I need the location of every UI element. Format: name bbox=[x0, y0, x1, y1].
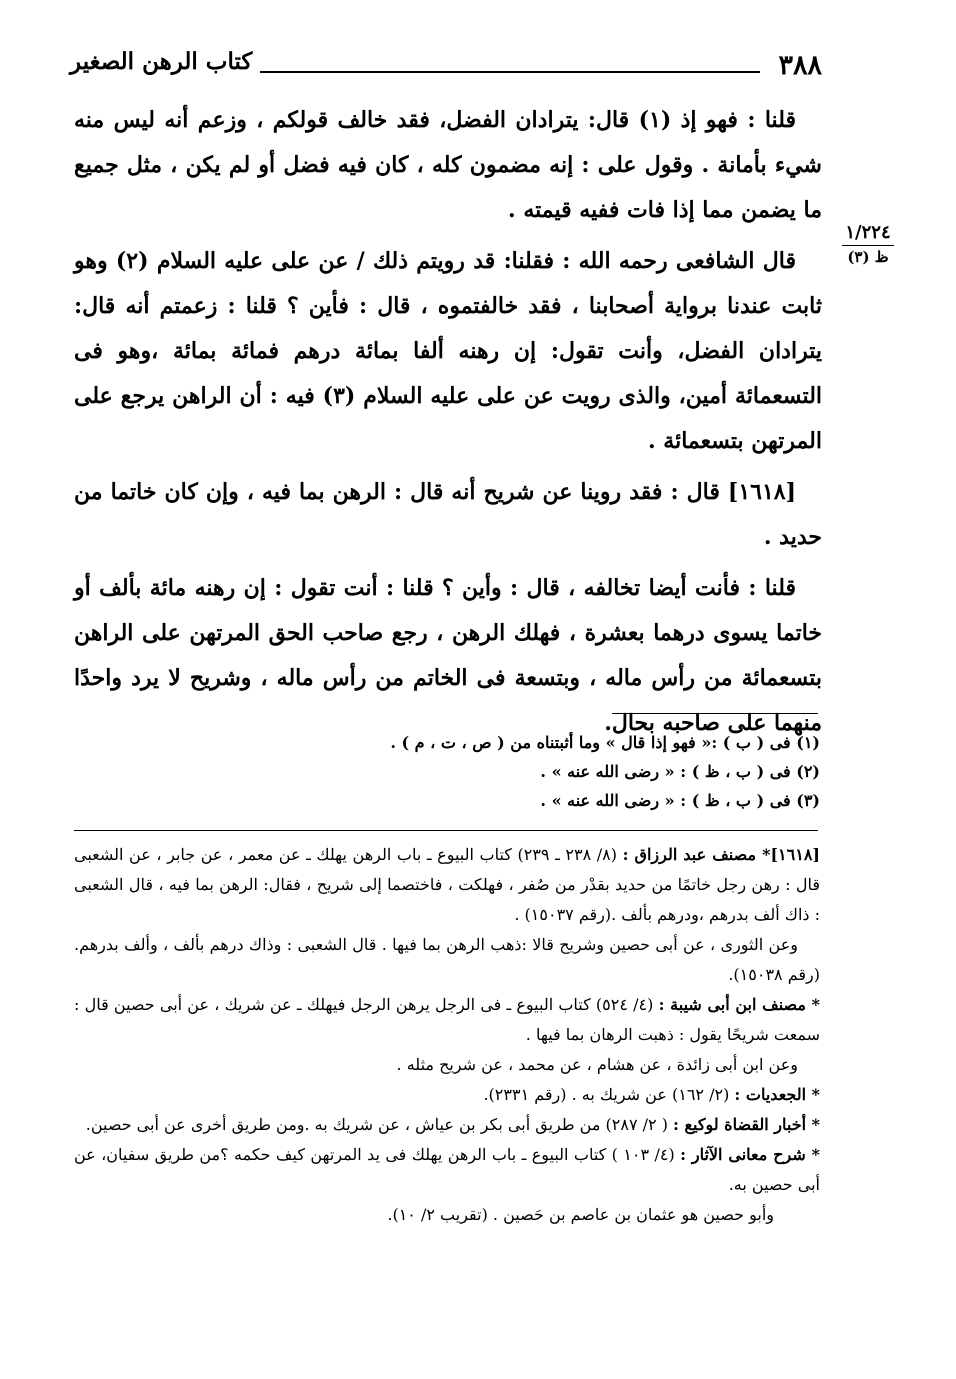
footnotes-rule bbox=[74, 830, 818, 831]
footnote-3-text: (٤/ ٥٢٤) كتاب البيوع ـ فى الرجل يرهن الرجل فيهلك ـ عن شريك ، عن أبى حصين قال : سمعت شريحًا يقول : ذهبت الرهان بما فيها . bbox=[74, 995, 820, 1044]
margin-ref-top: ١/٢٢٤ bbox=[845, 222, 891, 243]
paragraph-4: قلنا : فأنت أيضا تخالفه ، قال : وأين ؟ قلنا : أنت تقول : إن رهنه مائة بألف أو خاتما يسوى درهما بعشرة ، فهلك الرهن ، رجع صاحب الحق المرتهن على الراهن بتسعمائة من رأس ماله ، وبتسعة فى الخاتم من رأس ماله ، وشريح لا يرد واحدًا منهما على صاحبه بحال. bbox=[74, 575, 822, 736]
manuscript-margin-reference bbox=[838, 222, 898, 266]
footnote-5-source: * الجعديات : bbox=[734, 1085, 820, 1104]
page-number: ٣٨٨ bbox=[778, 50, 822, 81]
footnote-8: وأبو حصين هو عثمان بن عاصم بن حَصين . (تقريب ٢/ ١٠). bbox=[387, 1205, 774, 1224]
paragraph-1: قلنا : فهو إذ (١) قال: يترادان الفضل، فقد خالف قولكم ، وزعم أنه ليس منه شيء بأمانة . وقول على : إنه مضمون كله ، كان فيه فضل أو لم يكن ، مثل جميع ما يضمن مما إذا فات ففيه قيمته . bbox=[74, 107, 822, 223]
footnote-3 bbox=[74, 990, 820, 1050]
page-header bbox=[70, 44, 822, 88]
margin-ref-bottom: ظ (٣) bbox=[847, 248, 889, 266]
footnotes bbox=[74, 840, 820, 1230]
margin-ref-rule bbox=[842, 245, 894, 246]
variant-1: (١) فى ( ب ) :« فهو إذا قال » وما أثبتناه من ( ص ، ت ، م ) . bbox=[390, 733, 820, 752]
footnote-1 bbox=[74, 840, 820, 930]
footnote-5 bbox=[74, 1080, 820, 1110]
footnote-4: وعن ابن أبى زائدة ، عن هشام ، عن محمد ، عن شريح مثله . bbox=[396, 1055, 798, 1074]
footnote-6-text: ( ٢/ ٢٨٧) من طريق أبى بكر بن عياش ، عن شريك به .ومن طريق أخرى عن أبى حصين. bbox=[85, 1115, 668, 1134]
footnote-6 bbox=[74, 1110, 820, 1140]
main-text bbox=[74, 98, 822, 752]
footnote-2: وعن الثورى ، عن أبى حصين وشريح قالا :ذهب الرهن بما فيها . قال الشعبى : وذاك درهم بألف ، وألف بدرهم. (رقم ١٥٠٣٨). bbox=[74, 935, 820, 984]
footnote-1-text: (٨/ ٢٣٨ ـ ٢٣٩) كتاب البيوع ـ باب الرهن يهلك ـ عن معمر ، عن جابر ، عن الشعبى قال : رهن رجل خاتمًا من حديد بقدْر من صُفر ، فهلكت ، فاختصما إلى شريح ، فقال: الرهن بما فيه ، قال الشعبى : ذاك ألف بدرهم ،ودرهم بألف .(رقم ١٥٠٣٧) . bbox=[74, 845, 820, 924]
variants-rule bbox=[612, 713, 818, 714]
footnote-7-text: (٤/ ١٠٣ ) كتاب البيوع ـ باب الرهن يهلك فى يد المرتهن كيف حكمه ؟من طريق سفيان، عن أبى حصين به. bbox=[74, 1145, 820, 1194]
book-title: كتاب الرهن الصغير bbox=[70, 48, 253, 75]
footnote-7 bbox=[74, 1140, 820, 1200]
footnote-5-text: (٢/ ١٦٢) عن شريك به . (رقم ٢٣٣١). bbox=[483, 1085, 730, 1104]
variant-2: (٢) فى ( ب ، ظ ) : « رضى الله عنه » . bbox=[540, 762, 820, 781]
paragraph-2-text: فقلنا: قد رويتم ذلك / عن على عليه السلام (٢) وهو ثابت عندنا برواية أصحابنا ، فقد خالفتموه ، قال : فأين ؟ قلنا : زعمتم أنه قال: يترادان الفضل، وأنت تقول: إن رهنه ألفا بمائة درهم فمائة بمائة ،وهو فى التسعمائة أمين، والذى رويت عن على عليه السلام (٣) فيه : أن الراهن يرجع على المرتهن بتسعمائة . bbox=[74, 248, 823, 454]
paragraph-2-lead: قال الشافعى رحمه الله : bbox=[562, 248, 796, 274]
footnote-3-source: * مصنف ابن أبى شيبة : bbox=[658, 995, 821, 1014]
header-rule bbox=[260, 71, 760, 73]
footnote-6-source: * أخبار القضاة لوكيع : bbox=[673, 1115, 820, 1134]
footnote-7-source: * شرح معانى الآثار : bbox=[680, 1145, 820, 1164]
footnote-1-source: [١٦١٨]* مصنف عبد الرزاق : bbox=[622, 845, 820, 864]
variant-3: (٣) فى ( ب ، ظ ) : « رضى الله عنه » . bbox=[540, 791, 820, 810]
paragraph-2 bbox=[74, 239, 822, 464]
textual-variants bbox=[300, 728, 820, 815]
paragraph-3: [١٦١٨] قال : فقد روينا عن شريح أنه قال : الرهن بما فيه ، وإن كان خاتما من حديد . bbox=[74, 479, 822, 550]
